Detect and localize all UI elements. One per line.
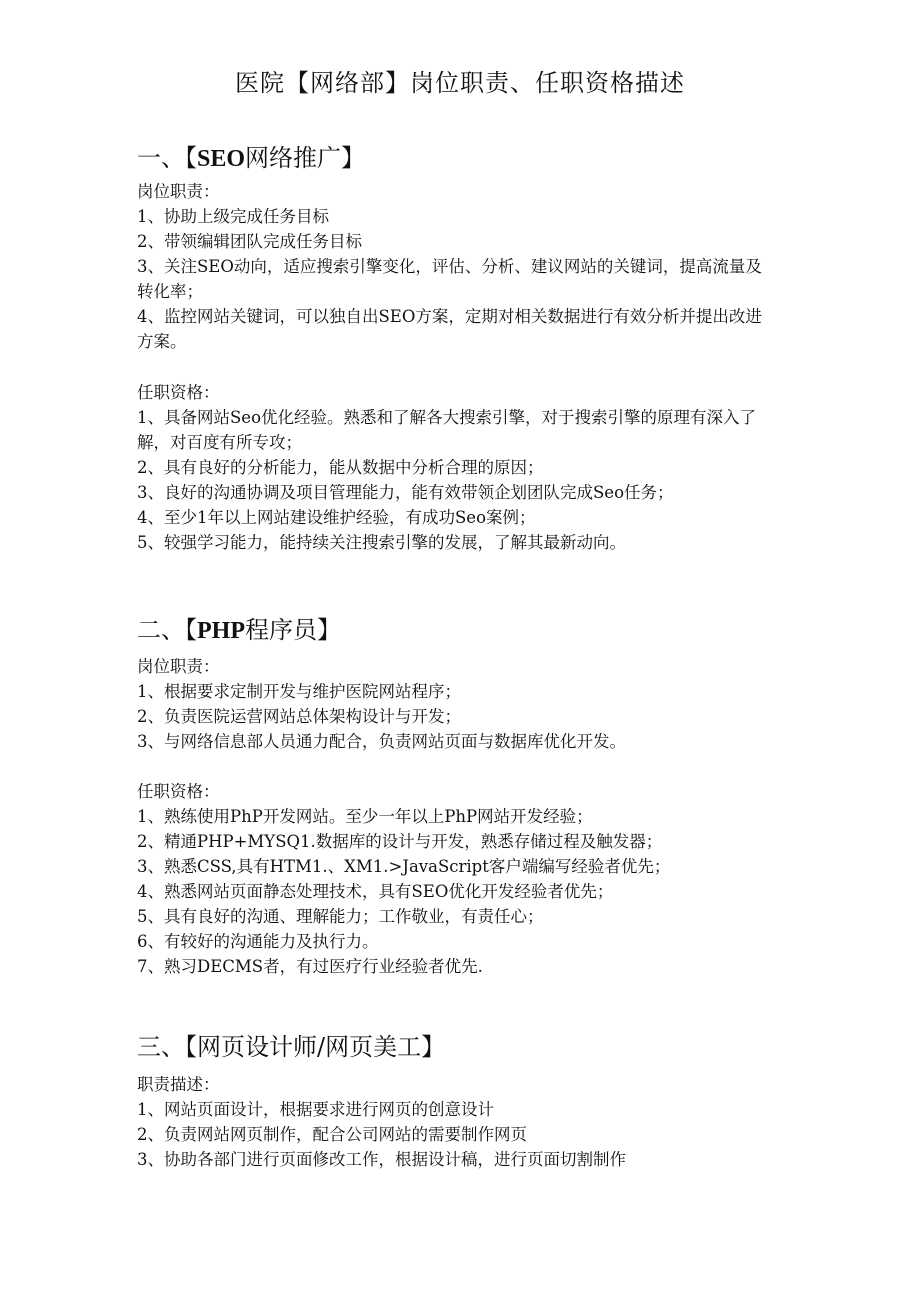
list-item: 3、协助各部门进行页面修改工作，根据设计稿，进行页面切割制作 xyxy=(137,1150,626,1169)
list-item: 3、良好的沟通协调及项目管理能力，能有效带领企划团队完成Seo任务； xyxy=(137,483,674,502)
list-item: 1、具备网站Seo优化经验。熟悉和了解各大搜索引擎，对于搜索引擎的原理有深入了解，对百度有所专攻； xyxy=(137,408,756,452)
section-heading-web-design xyxy=(137,1030,445,1065)
list-item: 2、负责网站网页制作，配合公司网站的需要制作网页 xyxy=(137,1125,527,1144)
list-item: 3、关注SEO动向，适应搜索引擎变化，评估、分析、建议网站的关键词，提高流量及转化率； xyxy=(137,257,762,301)
quals-label: 任职资格： xyxy=(137,782,220,801)
list-item: 3、熟悉CSS,具有HTM1.、XM1.>JavaScript客户端编写经验者优先； xyxy=(137,857,671,876)
list-item: 2、精通PHP+MYSQ1.数据库的设计与开发，熟悉存储过程及触发器； xyxy=(137,832,663,851)
list-item: 3、与网络信息部人员通力配合，负责网站页面与数据库优化开发。 xyxy=(137,732,626,751)
document-title: 医院【网络部】岗位职责、任职资格描述 xyxy=(235,69,685,97)
duties-label: 岗位职责： xyxy=(137,182,220,201)
heading-rest: 网页设计师/网页美工】 xyxy=(197,1033,446,1061)
list-item: 5、较强学习能力，能持续关注搜索引擎的发展，了解其最新动向。 xyxy=(137,533,626,552)
list-item: 1、协助上级完成任务目标 xyxy=(137,207,329,226)
section-heading-seo xyxy=(137,141,365,176)
heading-prefix: 三、【 xyxy=(137,1033,197,1061)
list-item: 4、至少1年以上网站建设维护经验，有成功Seo案例； xyxy=(137,508,536,527)
list-item: 1、网站页面设计，根据要求进行网页的创意设计 xyxy=(137,1100,494,1119)
list-item: 5、具有良好的沟通、理解能力；工作敬业，有责任心； xyxy=(137,907,544,926)
heading-prefix: 二、【 xyxy=(137,616,197,644)
duties-label: 职责描述： xyxy=(137,1075,220,1094)
list-item: 4、熟悉网站页面静态处理技术，具有SEO优化开发经验者优先； xyxy=(137,882,614,901)
list-item: 4、监控网站关键词，可以独自出SEO方案，定期对相关数据进行有效分析并提出改进方案。 xyxy=(137,307,762,351)
seo-duties-block xyxy=(137,179,777,354)
heading-rest: 程序员】 xyxy=(245,616,341,644)
web-design-duties-block xyxy=(137,1072,777,1172)
list-item: 1、根据要求定制开发与维护医院网站程序； xyxy=(137,682,461,701)
heading-en: SEO xyxy=(197,146,246,172)
list-item: 2、具有良好的分析能力，能从数据中分析合理的原因； xyxy=(137,458,544,477)
list-item: 2、带领编辑团队完成任务目标 xyxy=(137,232,362,251)
heading-en: PHP xyxy=(197,618,245,644)
heading-rest: 网络推广】 xyxy=(245,144,366,172)
list-item: 6、有较好的沟通能力及执行力。 xyxy=(137,932,379,951)
heading-prefix: 一、【 xyxy=(137,144,197,172)
list-item: 7、熟习DECMS者，有过医疗行业经验者优先. xyxy=(137,957,483,976)
list-item: 2、负责医院运营网站总体架构设计与开发； xyxy=(137,707,461,726)
php-quals-block xyxy=(137,779,777,979)
section-heading-php xyxy=(137,613,341,648)
seo-quals-block xyxy=(137,380,777,555)
list-item: 1、熟练使用PhP开发网站。至少一年以上PhP网站开发经验； xyxy=(137,807,593,826)
duties-label: 岗位职责： xyxy=(137,657,220,676)
quals-label: 任职资格： xyxy=(137,383,220,402)
php-duties-block xyxy=(137,654,777,754)
